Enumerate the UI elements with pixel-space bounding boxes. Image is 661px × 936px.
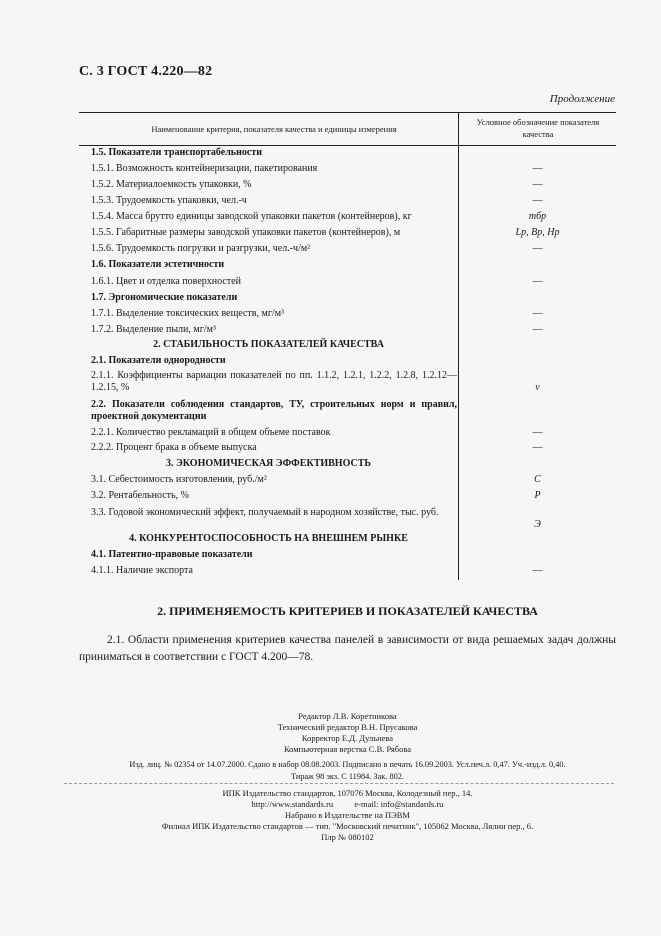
table-row-label: 1.5.1. Возможность контейнеризации, пакетирования bbox=[91, 163, 318, 174]
table-row-label: 1.5.5. Габаритные размеры заводской упаковки пакетов (контейнеров), м bbox=[91, 227, 401, 238]
table-header-criterion: Наименование критерия, показателя качества и единицы измерения bbox=[151, 124, 397, 134]
publisher-typeset: Набрано в Издательстве на ПЭВМ bbox=[285, 810, 410, 820]
publisher-web: http://www.standards.ru e-mail: info@standards.ru bbox=[251, 799, 444, 809]
table-row-symbol: C bbox=[534, 474, 541, 485]
table-header-symbol: Условное обозначение показателя качества bbox=[476, 117, 600, 139]
table-group-heading: 1.6. Показатели эстетичности bbox=[91, 259, 225, 270]
table-group-heading: 2.1. Показатели однородности bbox=[91, 355, 226, 366]
table-row-symbol: — bbox=[532, 324, 543, 335]
table-row-symbol: — bbox=[532, 276, 543, 287]
section-2-paragraph: 2.1. Области применения критериев качества панелей в зависимости от вида решаемых задач должны приниматься в соответствии с ГОСТ 4.200—78. bbox=[79, 634, 616, 663]
table-row-symbol: v bbox=[535, 382, 540, 393]
imprint-line-1: Изд. лиц. № 02354 от 14.07.2000. Сдано в набор 08.08.2003. Подписано в печать 16.09.2003. Усл.печ.л. 0,47. Уч.-изд.л. 0,40. bbox=[129, 760, 566, 769]
table-row-symbol: — bbox=[532, 565, 543, 576]
imprint-line-2: Тираж 98 экз. С 11984. Зак. 802. bbox=[291, 772, 404, 781]
table-row-symbol: — bbox=[532, 442, 543, 453]
table-row-symbol: Lр, Bр, Hр bbox=[515, 227, 560, 238]
publisher-address: ИПК Издательство стандартов, 107076 Москва, Колодезный пер., 14. bbox=[222, 788, 473, 798]
table-row-label: 4.1.1. Наличие экспорта bbox=[91, 565, 193, 576]
table-section-heading: 4. КОНКУРЕНТОСПОСОБНОСТЬ НА ВНЕШНЕМ РЫНКЕ bbox=[129, 533, 408, 544]
table-row-label: 1.7.2. Выделение пыли, мг/м³ bbox=[91, 324, 216, 335]
table-row-symbol: — bbox=[532, 179, 543, 190]
imprint-separator bbox=[64, 783, 614, 784]
credits-block bbox=[79, 711, 616, 755]
table-row-symbol: mбр bbox=[528, 211, 547, 222]
publisher-block bbox=[79, 788, 616, 843]
publisher-license: Плр № 080102 bbox=[321, 832, 374, 842]
table-top-rule bbox=[79, 112, 616, 113]
table-group-heading: 4.1. Патентно-правовые показатели bbox=[91, 549, 253, 560]
table-row-label: 2.1.1. Коэффициенты вариации показателей по пп. 1.1.2, 1.2.1, 1.2.2, 1.2.8, 1.2.12—1.2.15, % bbox=[91, 370, 457, 393]
section-2-title: 2. ПРИМЕНЯЕМОСТЬ КРИТЕРИЕВ И ПОКАЗАТЕЛЕЙ КАЧЕСТВА bbox=[157, 604, 538, 618]
table-section-heading: 2. СТАБИЛЬНОСТЬ ПОКАЗАТЕЛЕЙ КАЧЕСТВА bbox=[153, 339, 384, 350]
credit-tech-editor: Технический редактор В.Н. Прусакова bbox=[277, 722, 418, 732]
continuation-label: Продолжение bbox=[549, 93, 615, 105]
table-row-symbol: Э bbox=[534, 519, 541, 530]
table-header-rule bbox=[79, 145, 616, 146]
table-row-symbol: P bbox=[534, 490, 541, 501]
table-group-heading: 1.7. Эргономические показатели bbox=[91, 292, 238, 303]
table-row-label: 1.5.3. Трудоемкость упаковки, чел.-ч bbox=[91, 195, 247, 206]
table-row-label: 1.5.2. Материалоемкость упаковки, % bbox=[91, 179, 252, 190]
credit-layout: Компьютерная верстка С.В. Рябова bbox=[283, 744, 412, 754]
table-group-heading: 2.2. Показатели соблюдения стандартов, ТУ, строительных норм и правил, проектной документации bbox=[91, 399, 457, 422]
table-row-label: 3.2. Рентабельность, % bbox=[91, 490, 189, 501]
table-row-label: 3.3. Годовой экономический эффект, получаемый в народном хозяйстве, тыс. руб. bbox=[91, 507, 439, 518]
table-row-label: 2.2.2. Процент брака в объеме выпуска bbox=[91, 442, 257, 453]
table-row-symbol: — bbox=[532, 427, 543, 438]
table-row-label: 1.5.4. Масса брутто единицы заводской упаковки пакетов (контейнеров), кг bbox=[91, 211, 412, 222]
table-row-symbol: — bbox=[532, 243, 543, 254]
table-group-heading: 1.5. Показатели транспортабельности bbox=[91, 147, 262, 158]
table-row-label: 1.6.1. Цвет и отделка поверхностей bbox=[91, 276, 241, 287]
table-row-symbol: — bbox=[532, 163, 543, 174]
table-row-label: 1.7.1. Выделение токсических веществ, мг/м³ bbox=[91, 308, 285, 319]
publisher-branch: Филиал ИПК Издательство стандартов — тип. "Московский печатник", 105062 Москва, Лялин пер., 6. bbox=[161, 821, 534, 831]
table-section-heading: 3. ЭКОНОМИЧЕСКАЯ ЭФФЕКТИВНОСТЬ bbox=[166, 458, 371, 469]
page-header: С. 3 ГОСТ 4.220—82 bbox=[79, 64, 213, 79]
table-row-label: 3.1. Себестоимость изготовления, руб./м² bbox=[91, 474, 267, 485]
table-row-symbol: — bbox=[532, 195, 543, 206]
table-row-label: 2.2.1. Количество рекламаций в общем объеме поставок bbox=[91, 427, 331, 438]
table-row-symbol: — bbox=[532, 308, 543, 319]
table-row-label: 1.5.6. Трудоемкость погрузки и разгрузки, чел.-ч/м² bbox=[91, 243, 311, 254]
credit-editor: Редактор Л.В. Коретникова bbox=[298, 711, 397, 721]
credit-corrector: Корректор Е.Д. Дульнева bbox=[301, 733, 394, 743]
